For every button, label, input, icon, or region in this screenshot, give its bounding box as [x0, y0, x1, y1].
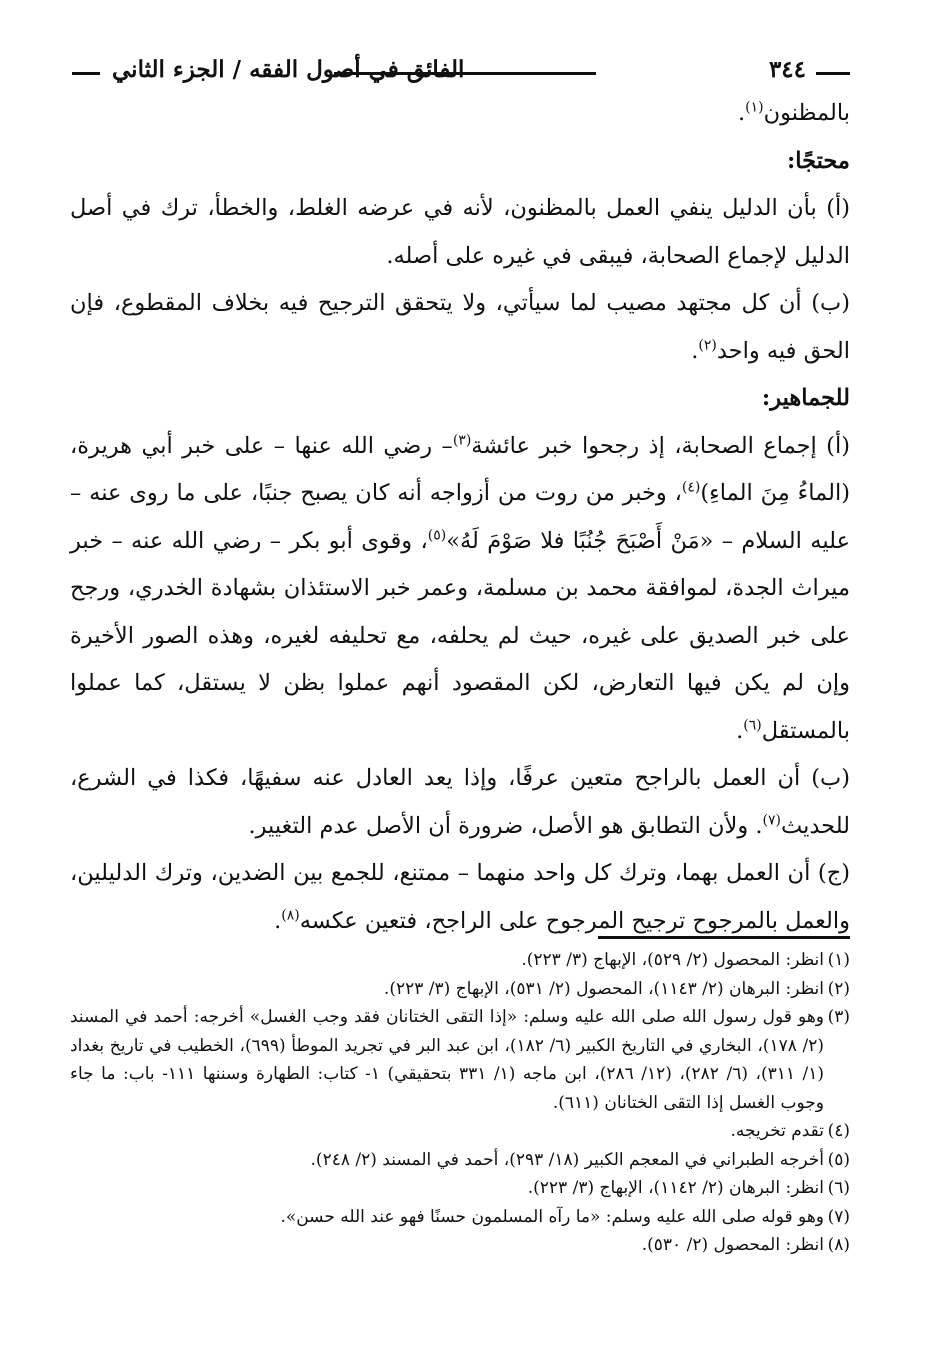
footnote-ref: (٤)	[681, 479, 701, 496]
argument-b1: (ب) أن كل مجتهد مصيب لما سيأتي، ولا يتحقق الترجيح فيه بخلاف المقطوع، فإن الحق فيه واحد$^{(٢)}$.	[70, 290, 850, 364]
footnote-text: انظر: البرهان (٢/ ١١٤٣)، المحصول (٢/ ٥٣١)، الإبهاج (٣/ ٢٢٣).	[383, 978, 824, 999]
argument-a1: (أ) بأن الدليل ينفي العمل بالمظنون، لأنه في عرضه الغلط، والخطأ، ترك في أصل الدليل لإجماع الصحابة، فيبقى في غيره على أصله.	[70, 195, 850, 269]
section-heading-opponent: محتجًا:	[786, 147, 850, 174]
footnote-ref: (٦)	[743, 717, 762, 733]
footnote-ref: (٢)	[698, 337, 717, 353]
footnote-text: انظر: المحصول (٢/ ٥٣٠).	[641, 1235, 824, 1255]
header-rule-left	[72, 72, 100, 75]
footnotes	[70, 946, 850, 1260]
footnote-separator	[598, 936, 850, 939]
footnote-text: أخرجه الطبراني في المعجم الكبير (١٨/ ٢٩٣)، أحمد في المسند (٢/ ٢٤٨).	[310, 1149, 824, 1170]
argument-c2: (ج) أن العمل بهما، وترك كل واحد منهما – ممتنع، للجمع بين الضدين، وترك الدليلين، والعمل بالمرجوح ترجيح المرجوح على الراجح، فتعين عكسه$^{(٨)}$.	[70, 860, 850, 934]
footnote-text: انظر: البرهان (٢/ ١١٤٢)، الإبهاج (٣/ ٢٢٣).	[527, 1178, 824, 1198]
footnote-ref: (٧)	[762, 812, 781, 828]
footnote	[70, 1203, 850, 1232]
footnote	[70, 1174, 850, 1203]
footnote	[70, 946, 850, 975]
header-rule-right	[816, 72, 850, 75]
running-title: الفائق في أصول الفقه / الجزء الثاني	[112, 56, 465, 83]
footnote-text: وهو قول رسول الله صلى الله عليه وسلم: «إذا التقى الختانان فقد وجب الغسل» أخرجه: أحمد في المسند (٢/ ١٧٨)، البخاري في التاريخ الكبير (٦/ ١٨٢)، ابن عبد البر في تجريد الموطأ (٦٩٩)، الخطيب في تاريخ بغداد (١/ ٣١١)، (٦/ ٢٨٢)، (١٢/ ٢٨٦)، ابن ماجه (١/ ٣٣١ بتحقيقي) ١- كتاب: الطهارة وسننها ١١١- باب: ما جاء وجوب الغسل إذا التقى الختانان (٦١١).	[70, 1007, 825, 1113]
footnote-ref: (٣)	[452, 432, 472, 448]
footnote	[70, 975, 850, 1004]
main-text	[70, 90, 850, 945]
footnote-number: (٧)	[827, 1206, 850, 1227]
footnote	[70, 1231, 850, 1260]
footnote-number: (٨)	[827, 1235, 850, 1255]
footnote-number: (٦)	[827, 1178, 850, 1198]
footnote-text: انظر: المحصول (٢/ ٥٢٩)، الإبهاج (٣/ ٢٢٣).	[521, 950, 824, 970]
footnote-number: (٣)	[827, 1007, 850, 1027]
footnote-ref: (١)	[745, 99, 764, 116]
footnote-number: (٤)	[827, 1121, 850, 1141]
footnote-text: تقدم تخريجه.	[730, 1121, 824, 1141]
page-header	[72, 52, 850, 92]
footnote	[70, 1117, 850, 1146]
footnote-number: (٢)	[827, 978, 850, 999]
footnote	[70, 1146, 850, 1175]
argument-a2: (أ) إجماع الصحابة، إذ رجحوا خبر عائشة$^{(٣)}$– رضي الله عنها – على خبر أبي هريرة، (الماءُ مِنَ الماءِ)$^{(٤)}$، وخبر من روت من أزواجه أنه كان يصبح جنبًا، على ما روى عنه – عليه السلام – «مَنْ أَصْبَحَ جُنُبًا فلا صَوْمَ لَهُ»$^{(٥)}$، وقوى أبو بكر – رضي الله عنه – خبر ميراث الجدة، لموافقة محمد بن مسلمة، وعمر خبر الاستئذان بشهادة الخدري، ورجح على خبر الصديق على غيره، حيث لم يحلفه، مع تحليفه لغيره، وهذه الصور الأخيرة وإن لم يكن فيها التعارض، لكن المقصود أنهم عملوا بظن لا يستقل، كما عملوا بالمستقل$^{(٦)}$.	[70, 432, 850, 744]
footnote	[70, 1003, 850, 1117]
section-heading-majority: للجماهير:	[761, 385, 850, 411]
footnote-ref: (٥)	[427, 527, 447, 543]
footnote-number: (٥)	[827, 1149, 850, 1170]
page-number: ٣٤٤	[768, 56, 806, 83]
footnote-ref: (٨)	[281, 907, 300, 923]
footnote-number: (١)	[827, 950, 850, 970]
argument-b2: (ب) أن العمل بالراجح متعين عرفًا، وإذا يعد العادل عنه سفيهًا، فكذا في الشرع، للحديث$^{(٧)}$. ولأن التطابق هو الأصل، ضرورة أن الأصل عدم التغيير.	[70, 765, 850, 839]
footnote-text: وهو قوله صلى الله عليه وسلم: «ما رآه المسلمون حسنًا فهو عند الله حسن».	[280, 1206, 824, 1227]
continuation-line: بالمظنون$^{(١)}$.	[738, 99, 850, 126]
